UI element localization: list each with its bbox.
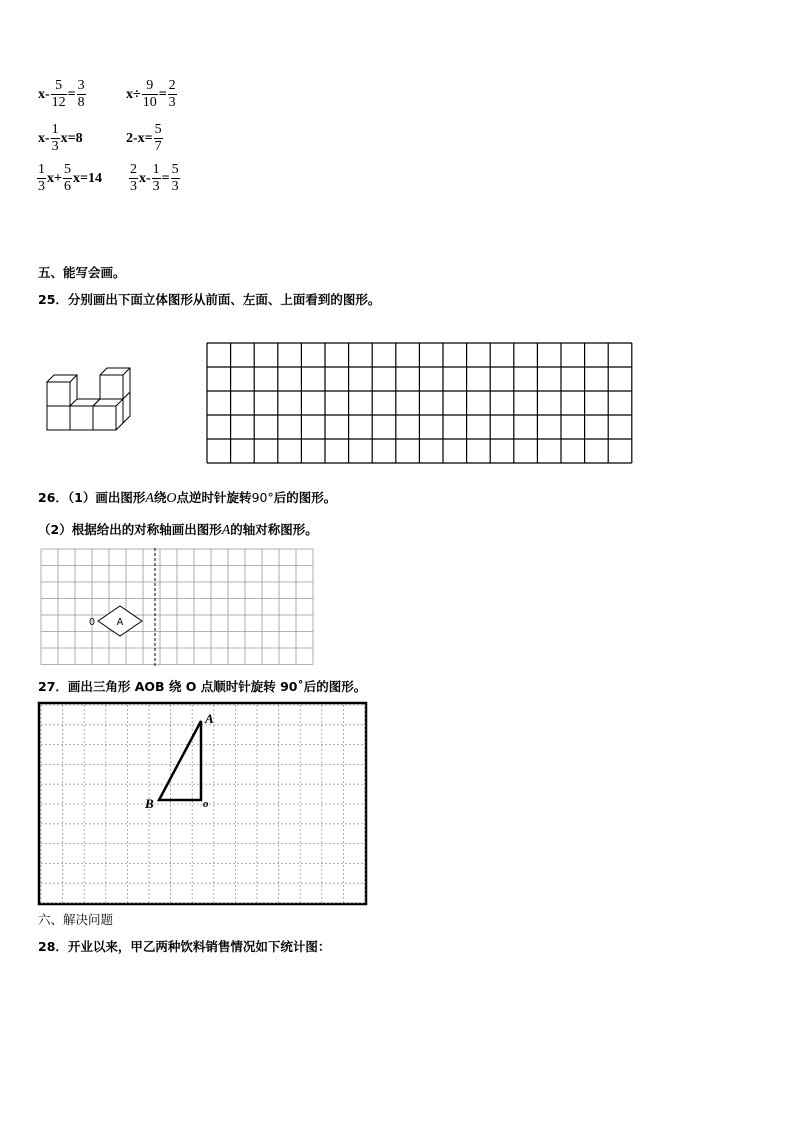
label-o: o: [203, 798, 209, 810]
section-6-title: 六、解决问题: [38, 912, 114, 927]
fraction: $\frac{9}{10}$: [142, 78, 157, 110]
equation-2: x÷ $\frac{9}{10}$ = $\frac{2}{3}$: [126, 78, 176, 110]
fraction: $\frac{3}{8}$: [77, 78, 85, 110]
equation-5: $\frac{1}{3}$ x+ $\frac{5}{6}$ x=14: [38, 162, 102, 194]
point-o-label: 0: [89, 617, 95, 628]
equation-6: $\frac{2}{3}$ x- $\frac{1}{3}$ = $\frac{5}{3}$: [130, 162, 179, 194]
equation-1: x- $\frac{5}{12}$ = $\frac{3}{8}$: [38, 78, 85, 110]
question-26-part1: 26．（1）画出图形A绕O点逆时针旋转90°后的图形。: [38, 490, 337, 506]
label-b: B: [145, 796, 154, 811]
fraction: $\frac{5}{3}$: [171, 162, 179, 194]
label-a: A: [205, 711, 214, 726]
drawing-grid-q25: [206, 342, 636, 467]
question-25-text: 25．分别画出下面立体图形从前面、左面、上面看到的图形。: [38, 292, 381, 307]
shape-a-label: A: [116, 617, 124, 628]
fraction: $\frac{2}{3}$: [168, 78, 176, 110]
question-27-text: 27．画出三角形 AOB 绕 O 点顺时针旋转 90˚后的图形。: [38, 679, 367, 694]
fraction: $\frac{5}{6}$: [63, 162, 71, 194]
question-28-text: 28．开业以来，甲乙两种饮料销售情况如下统计图：: [38, 939, 331, 954]
cube-figure: [44, 364, 136, 434]
equation-3: x- $\frac{1}{3}$ x=8: [38, 122, 83, 154]
section-5-title: 五、能写会画。: [38, 265, 126, 280]
fraction: $\frac{5}{12}$: [51, 78, 66, 110]
fraction: $\frac{5}{7}$: [154, 122, 162, 154]
equation-4: 2-x= $\frac{5}{7}$: [126, 122, 162, 154]
fraction: $\frac{1}{3}$: [38, 162, 45, 194]
grid-q27: [37, 701, 369, 907]
fraction: $\frac{1}{3}$: [51, 122, 59, 154]
fraction: $\frac{1}{3}$: [152, 162, 160, 194]
grid-q26: [40, 548, 316, 666]
fraction: $\frac{2}{3}$: [130, 162, 137, 194]
question-26-part2: （2）根据给出的对称轴画出图形A的轴对称图形。: [38, 522, 318, 538]
